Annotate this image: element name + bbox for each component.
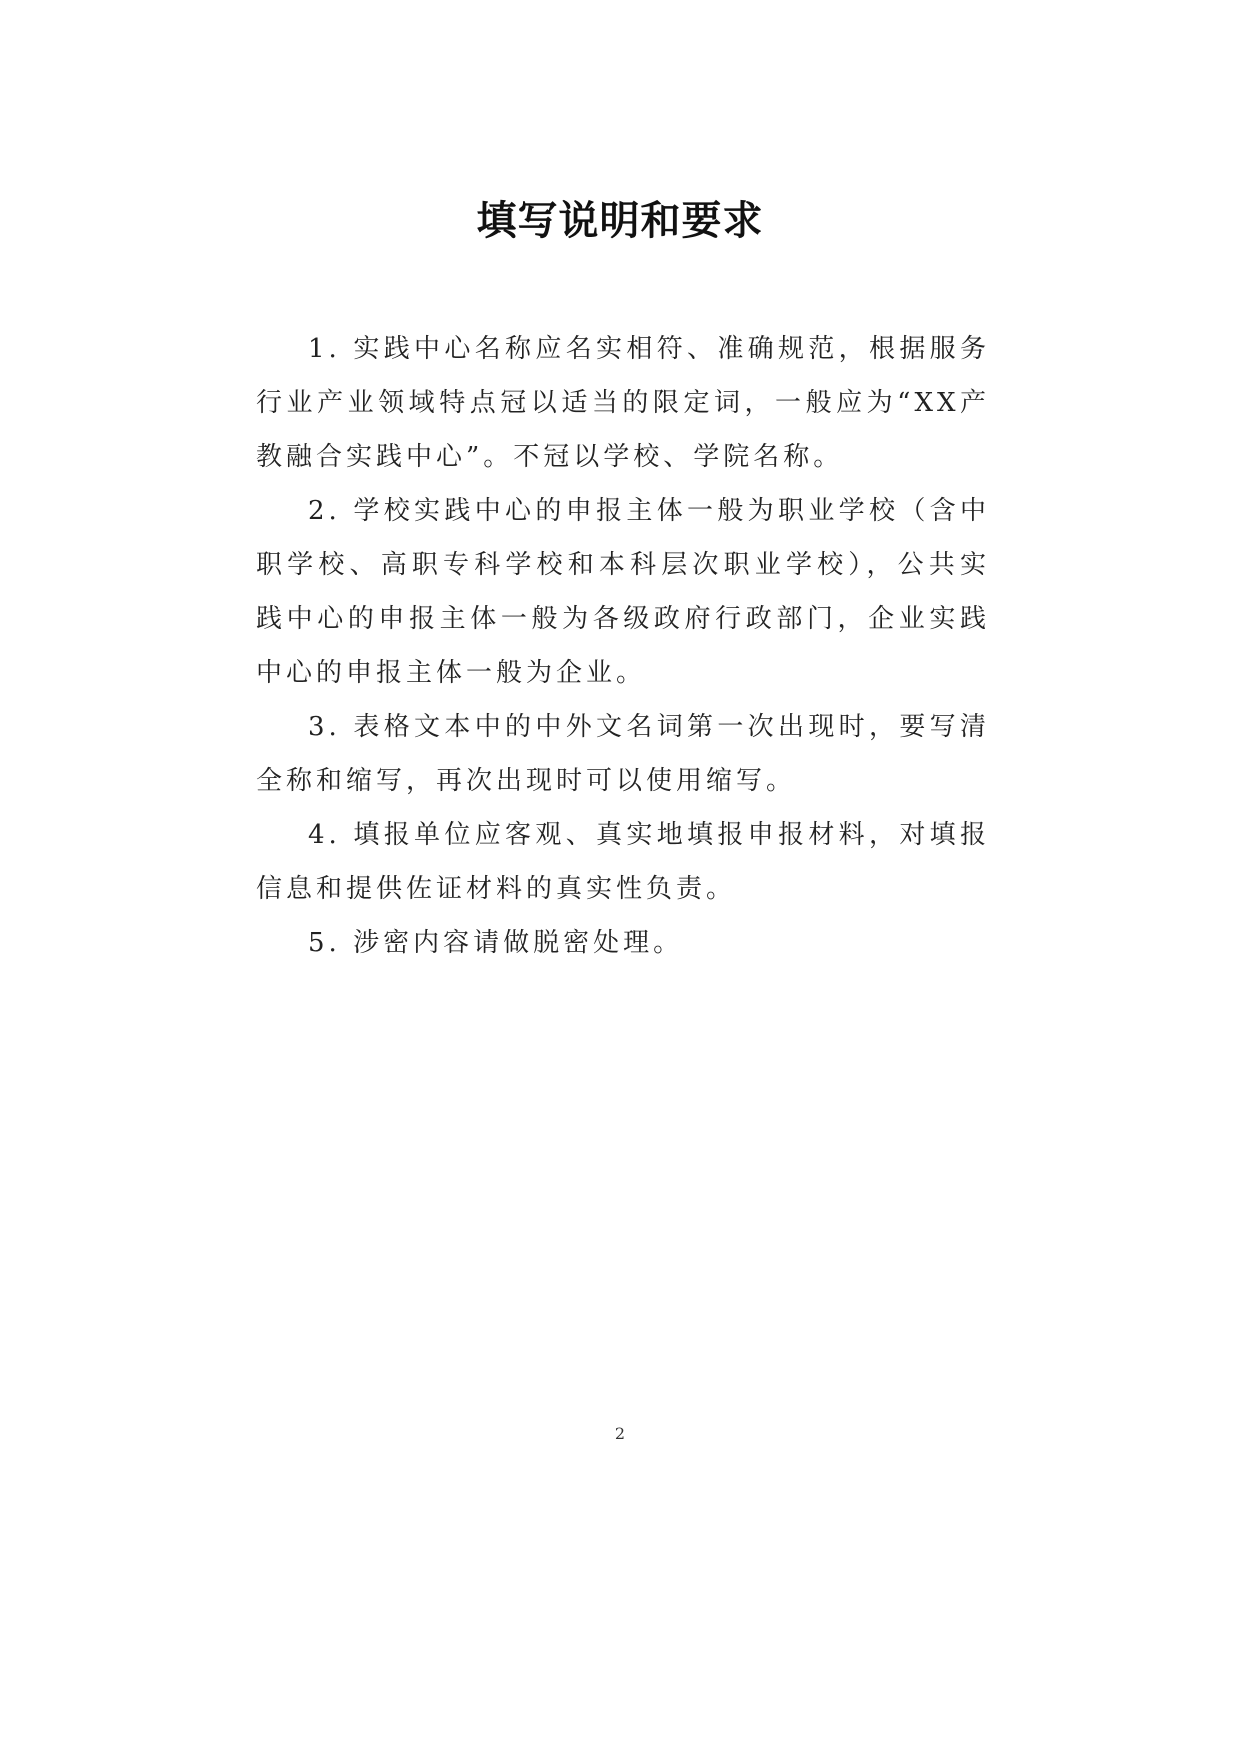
instructions-body <box>256 322 990 970</box>
instruction-paragraph-1: 1. 实践中心名称应名实相符、准确规范，根据服务行业产业领域特点冠以适当的限定词，一般应为“XX产教融合实践中心”。不冠以学校、学院名称。 <box>256 334 990 472</box>
page-title: 填写说明和要求 <box>476 197 764 244</box>
instruction-paragraph-4: 4. 填报单位应客观、真实地填报申报材料，对填报信息和提供佐证材料的真实性负责。 <box>256 820 990 904</box>
instruction-paragraph-3: 3. 表格文本中的中外文名词第一次出现时，要写清全称和缩写，再次出现时可以使用缩写。 <box>256 712 990 796</box>
instruction-paragraph-5: 5. 涉密内容请做脱密处理。 <box>308 928 684 958</box>
page-number: 2 <box>614 1424 626 1443</box>
instruction-paragraph-2: 2. 学校实践中心的申报主体一般为职业学校（含中职学校、高职专科学校和本科层次职业学校），公共实践中心的申报主体一般为各级政府行政部门，企业实践中心的申报主体一般为企业。 <box>256 496 990 688</box>
